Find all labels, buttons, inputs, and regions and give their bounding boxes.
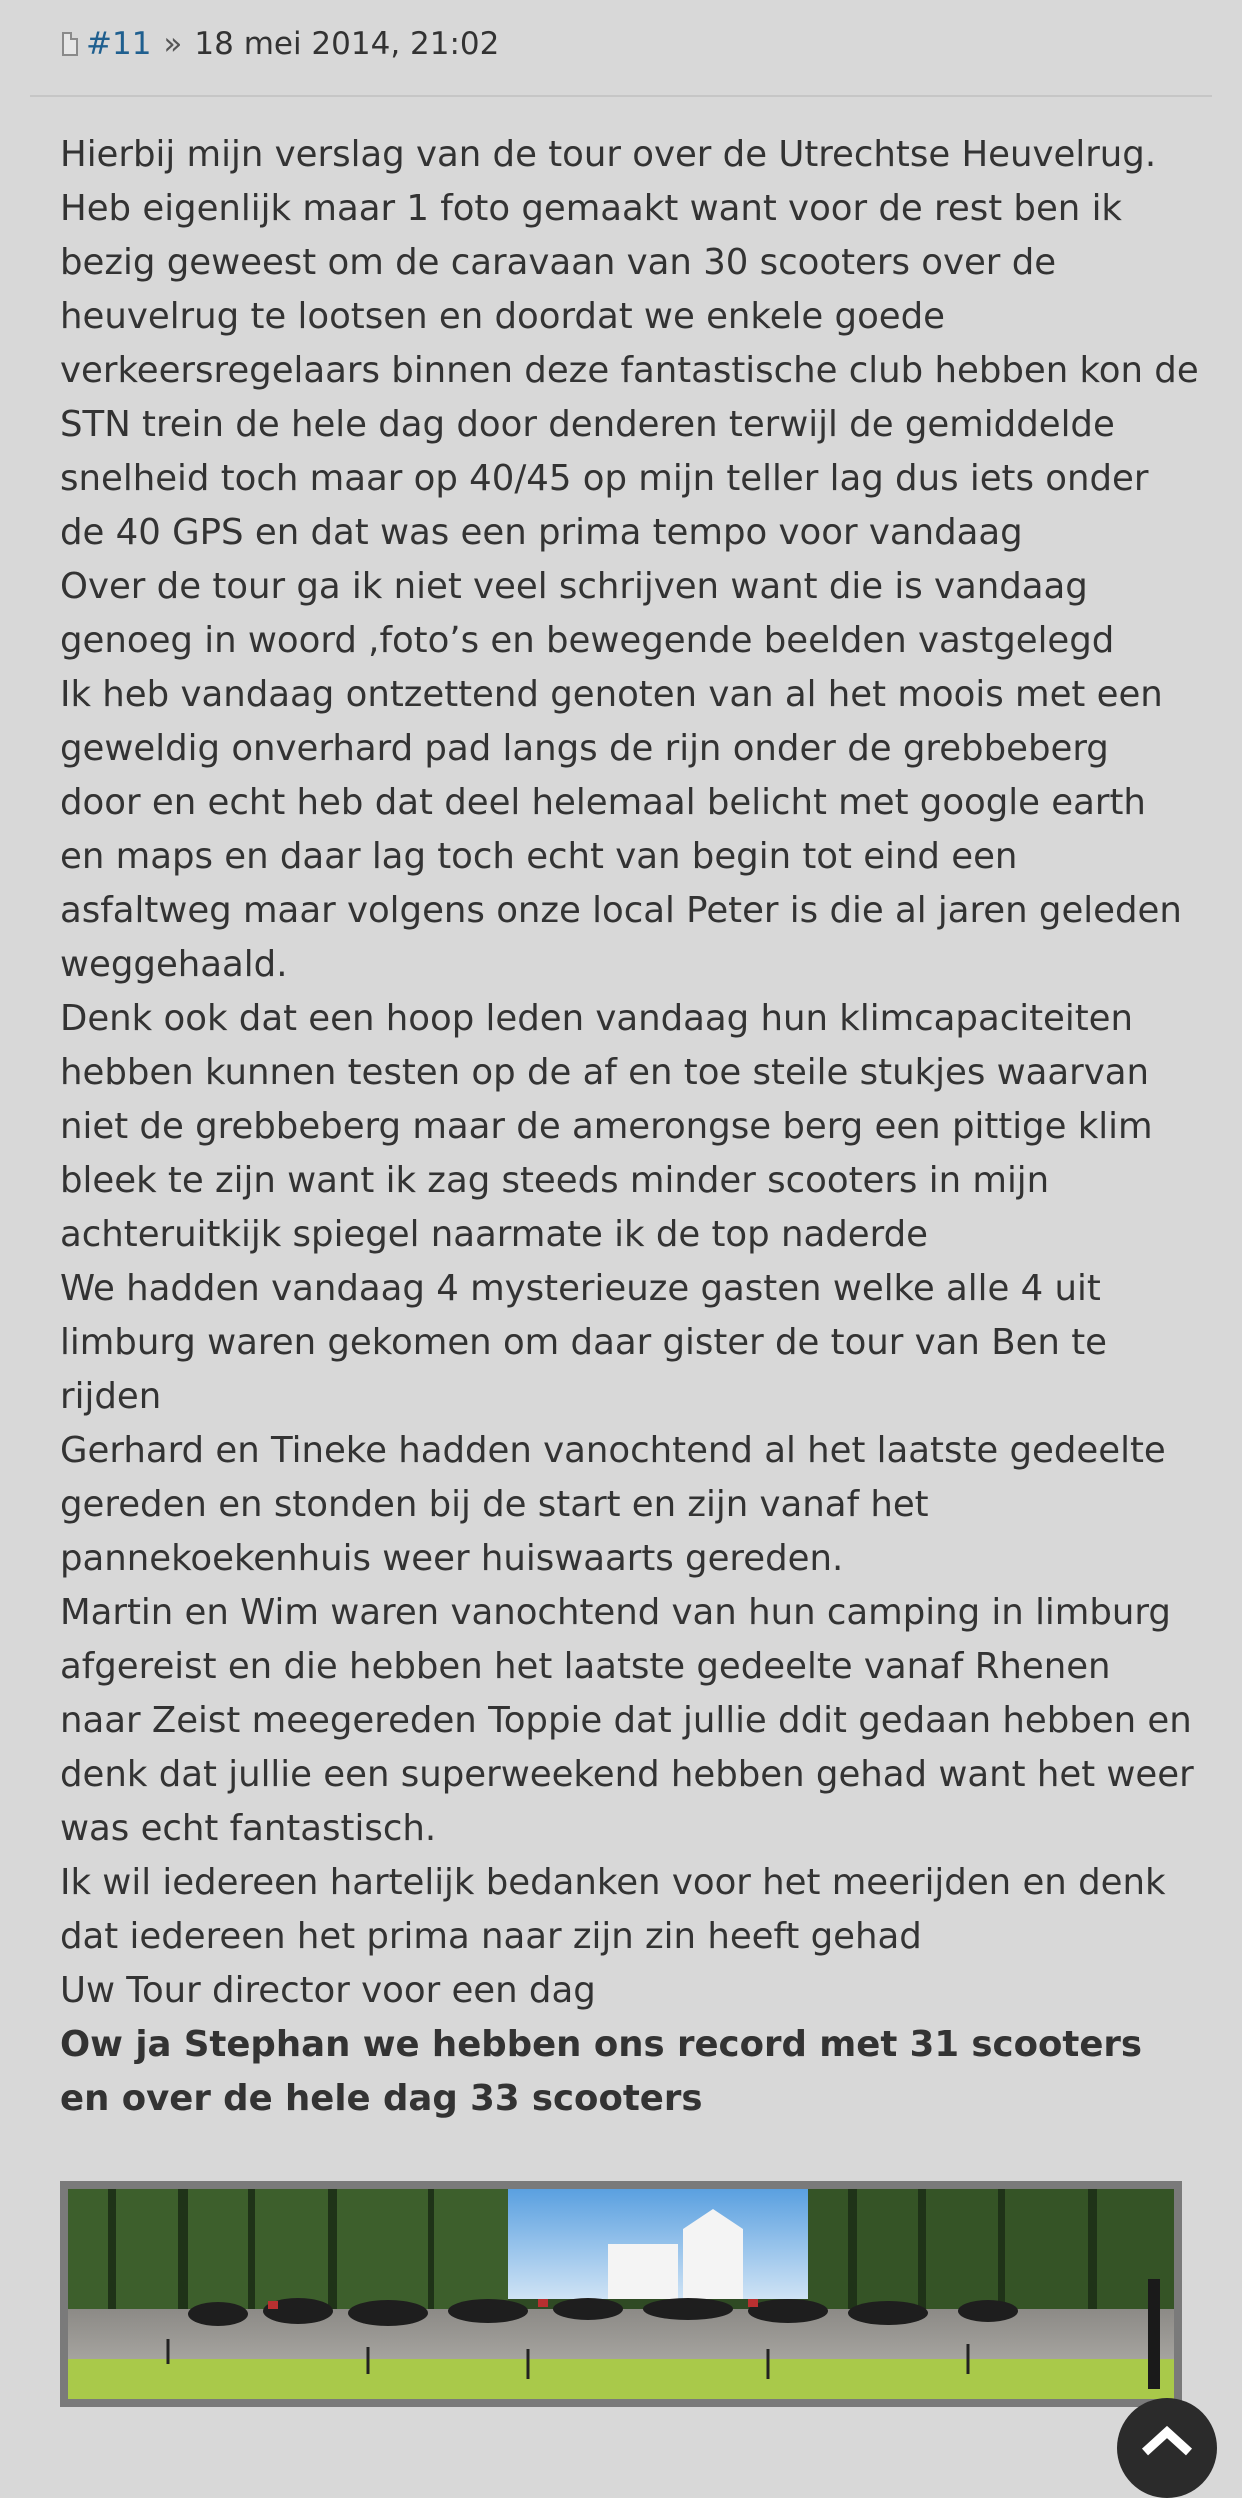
post-header [62, 22, 499, 66]
post-paragraph: Gerhard en Tineke hadden vanochtend al het laatste gedeelte gereden en stonden bij de start en zijn vanaf het pannekoekenhuis weer huiswaarts gereden. [60, 1430, 1166, 1579]
post-paragraph: Denk ook dat een hoop leden vandaag hun klimcapaciteiten hebben kunnen testen op de af en toe steile stukjes waarvan niet de grebbeberg maar de amerongse berg een pittige klim bleek te zijn want ik zag steeds minder scooters in mijn achteruitkijk spiegel naarmate ik de top naderde [60, 998, 1153, 1255]
post-paragraph: Hierbij mijn verslag van de tour over de Utrechtse Heuvelrug. Heb eigenlijk maar 1 foto gemaakt want voor de rest ben ik bezig geweest om de caravaan van 30 scooters over de heuvelrug te lootsen en doordat we enkele goede verkeersregelaars binnen deze fantastische club hebben kon de STN trein de hele dag door denderen terwijl de gemiddelde snelheid toch maar op 40/45 op mijn teller lag dus iets onder de 40 GPS en dat was een prima tempo voor vandaag [60, 134, 1199, 553]
chevron-up-icon [1139, 2424, 1195, 2456]
post-permalink[interactable]: #11 [86, 26, 152, 62]
post-paragraph-bold: Ow ja Stephan we hebben ons record met 31 scooters en over de hele dag 33 scooters [60, 2024, 1143, 2119]
post-paragraph: Uw Tour director voor een dag [60, 1970, 596, 2011]
scroll-to-top-button[interactable] [1117, 2398, 1217, 2498]
post-paragraph: Ik heb vandaag ontzettend genoten van al het moois met een geweldig onverhard pad langs de rijn onder de grebbeberg door en echt heb dat deel helemaal belicht met google earth en maps en daar lag toch echt van begin tot eind een asfaltweg maar volgens onze local Peter is die al jaren geleden weggehaald. [60, 674, 1182, 985]
post-paragraph: Ik wil iedereen hartelijk bedanken voor het meerijden en denk dat iedereen het prima naar zijn zin heeft gehad [60, 1862, 1166, 1957]
panorama-photo[interactable] [60, 2181, 1182, 2407]
post-date: 18 mei 2014, 21:02 [194, 26, 500, 62]
post-paragraph: Over de tour ga ik niet veel schrijven want die is vandaag genoeg in woord ,foto’s en bewegende beelden vastgelegd [60, 566, 1115, 661]
divider [30, 95, 1212, 97]
post-body [60, 128, 1200, 2126]
post-icon [62, 32, 78, 56]
post-paragraph: Martin en Wim waren vanochtend van hun camping in limburg afgereist en die hebben het laatste gedeelte vanaf Rhenen naar Zeist meegereden Toppie dat jullie ddit gedaan hebben en denk dat jullie een superweekend hebben gehad want het weer was echt fantastisch. [60, 1592, 1194, 1849]
panorama-image [68, 2189, 1174, 2399]
post-paragraph: We hadden vandaag 4 mysterieuze gasten welke alle 4 uit limburg waren gekomen om daar gister de tour van Ben te rijden [60, 1268, 1107, 1417]
post-separator: » [163, 26, 183, 62]
